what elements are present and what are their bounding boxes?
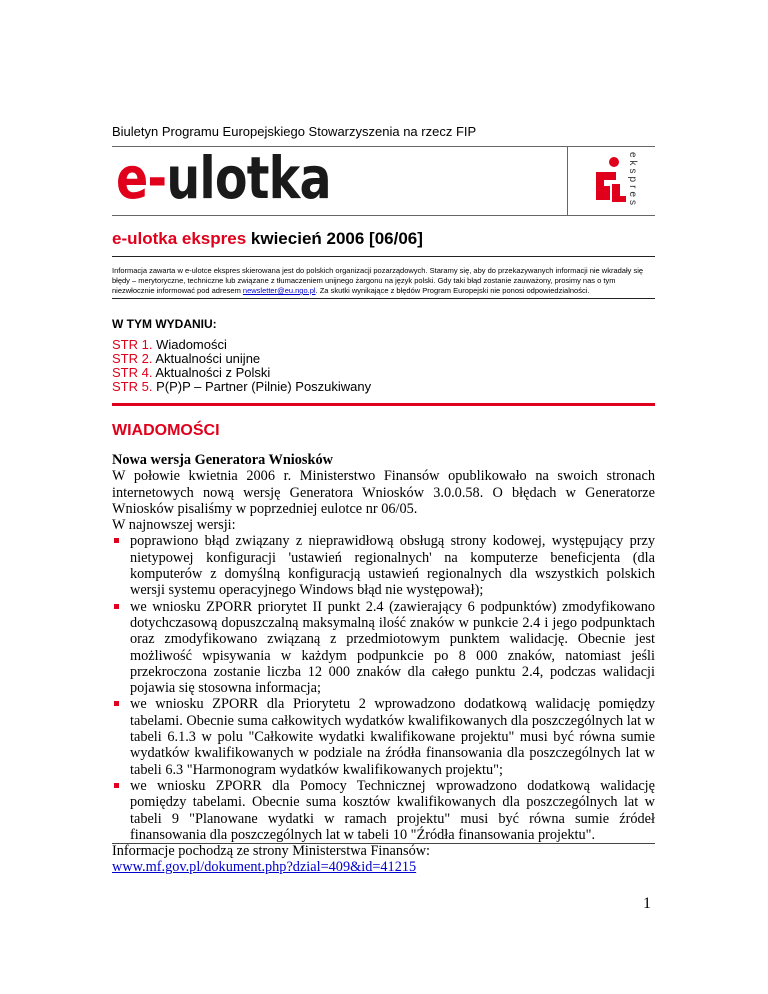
toc-page: STR 5.: [112, 379, 153, 394]
bullet-square-icon: [114, 701, 119, 706]
article-intro: W połowie kwietnia 2006 r. Ministerstwo Finansów opublikowało na swoich stronach internetowych nową wersję Generatora Wniosków 3.0.0.58. O błędach w Generatorze Wniosków pisaliśmy w poprzedniej eulotce nr 06/05.: [112, 468, 655, 517]
section-heading: WIADOMOŚCI: [112, 422, 220, 439]
bullet-square-icon: [114, 604, 119, 609]
list-item-text: we wniosku ZPORR priorytet II punkt 2.4 (zawierający 6 podpunktów) zmodyfikowano dotychczasową dopuszczalną maksymalną ilość znaków w punkcie 2.4 i jego podpunktach oraz zmodyfikowano związaną z przedmiotowym punktem walidację. Obecnie jest możliwość wpisywania w każdym podpunkcie po 8 000 znaków, natomiast jeśli przekroczona zostanie liczba 12 000 znaków dla całego punktu 2.4, podczas walidacji pojawia się stosowna informacja;: [130, 598, 655, 697]
issue-title-date: kwiecień 2006 [06/06]: [246, 229, 423, 248]
list-item-text: poprawiono błąd związany z nieprawidłową obsługą strony kodowej, występujący przy nietypowej konfiguracji 'ustawień regionalnych' na komputerze beneficjenta (dla komputerów z domyślną konfiguracją ustawień regionalnych dla wszystkich polskich wersji systemu operacyjnego Windows błąd nie występował);: [130, 533, 655, 599]
masthead-separator: [567, 146, 568, 216]
masthead-bottom-rule: [112, 215, 655, 216]
divider: [112, 256, 655, 257]
divider: [112, 298, 655, 299]
toc-title: Aktualności unijne: [152, 351, 261, 366]
list-item-text: we wniosku ZPORR dla Priorytetu 2 wprowadzono dodatkową walidację pomiędzy tabelami. Obecnie suma całkowitych wydatków kwalifikowanych dla poszczególnych lat w tabeli 6.1.3 w polu "Całkowite wydatki kwalifikowane projektu" musi być równa sumie wydatków kwalifikowanych w podziale na źródła finansowania dla poszczególnych lat w tabeli 6.3 "Harmonogram wydatków kwalifikowanych projektu";: [130, 696, 655, 778]
disclaimer: [112, 266, 655, 296]
toc-item[interactable]: [112, 352, 371, 366]
article-title: Nowa wersja Generatora Wniosków: [112, 452, 333, 468]
e-ulotka-logo: [116, 142, 331, 214]
list-item: [112, 599, 655, 697]
disclaimer-text-end: . Za skutki wynikające z błędów Program Europejski nie ponosi odpowiedzialności.: [315, 286, 590, 295]
toc-title: P(P)P – Partner (Pilnie) Poszukiwany: [152, 379, 372, 394]
bullet-square-icon: [114, 783, 119, 788]
toc-title: Wiadomości: [152, 337, 227, 352]
list-item: [112, 778, 655, 843]
list-item-text: we wniosku ZPORR dla Pomocy Technicznej wprowadzono dodatkową walidację pomiędzy tabelami. Obecnie suma kosztów kwalifikowanych dla poszczególnych lat w tabeli 9 "Planowane wydatki w ramach projektu" musi być równa sumie źródeł finansowania dla poszczególnych lat w tabeli 10 "Źródła finansowania projektu".: [130, 777, 655, 843]
list-item: [112, 533, 655, 598]
article: [112, 452, 655, 876]
logo-ulotka: ulotka: [166, 144, 331, 212]
ministry-link[interactable]: www.mf.gov.pl/dokument.php?dzial=409&id=41215: [112, 859, 417, 876]
section-divider: [112, 403, 655, 406]
toc-item[interactable]: [112, 380, 371, 394]
bulletin-title: Biuletyn Programu Europejskiego Stowarzyszenia na rzecz FIP: [112, 124, 477, 139]
masthead: [112, 146, 655, 218]
toc-item[interactable]: [112, 366, 371, 380]
disclaimer-text: Informacja zawarta w e-ulotce ekspres skierowana jest do polskich organizacji pozarządowych. Staramy się, aby do przekazywanych informacji nie wkradały się błędy – merytoryczne, techniczne lub związane z tłumaczeniem unijnego żargonu na język polski. Gdy taki błąd zostanie zauważony, prosimy nas o tym niezwłocznie informować pod adresem: [112, 266, 644, 295]
bullet-square-icon: [114, 538, 119, 543]
toc-heading: W TYM WYDANIU:: [112, 317, 217, 331]
toc-page: STR 2.: [112, 351, 153, 366]
bottom-divider: [112, 843, 655, 844]
logo-e: e-: [116, 144, 167, 212]
article-source: Informacje pochodzą ze strony Ministerstwa Finansów:: [112, 843, 431, 860]
fip-logo-icon: [586, 156, 630, 206]
list-item: [112, 696, 655, 777]
logo-ekspres-text: ekspres: [627, 152, 638, 209]
table-of-contents: [112, 338, 371, 394]
issue-title: [112, 229, 423, 249]
toc-item[interactable]: [112, 338, 371, 352]
newsletter-email-link[interactable]: newsletter@eu.ngo.pl: [242, 286, 316, 295]
toc-title: Aktualności z Polski: [152, 365, 271, 380]
toc-page: STR 1.: [112, 337, 153, 352]
toc-page: STR 4.: [112, 365, 153, 380]
issue-title-brand: e-ulotka ekspres: [112, 229, 247, 248]
bullet-list: [112, 533, 655, 843]
article-lead: W najnowszej wersji:: [112, 517, 236, 534]
page-number: 1: [643, 895, 651, 912]
